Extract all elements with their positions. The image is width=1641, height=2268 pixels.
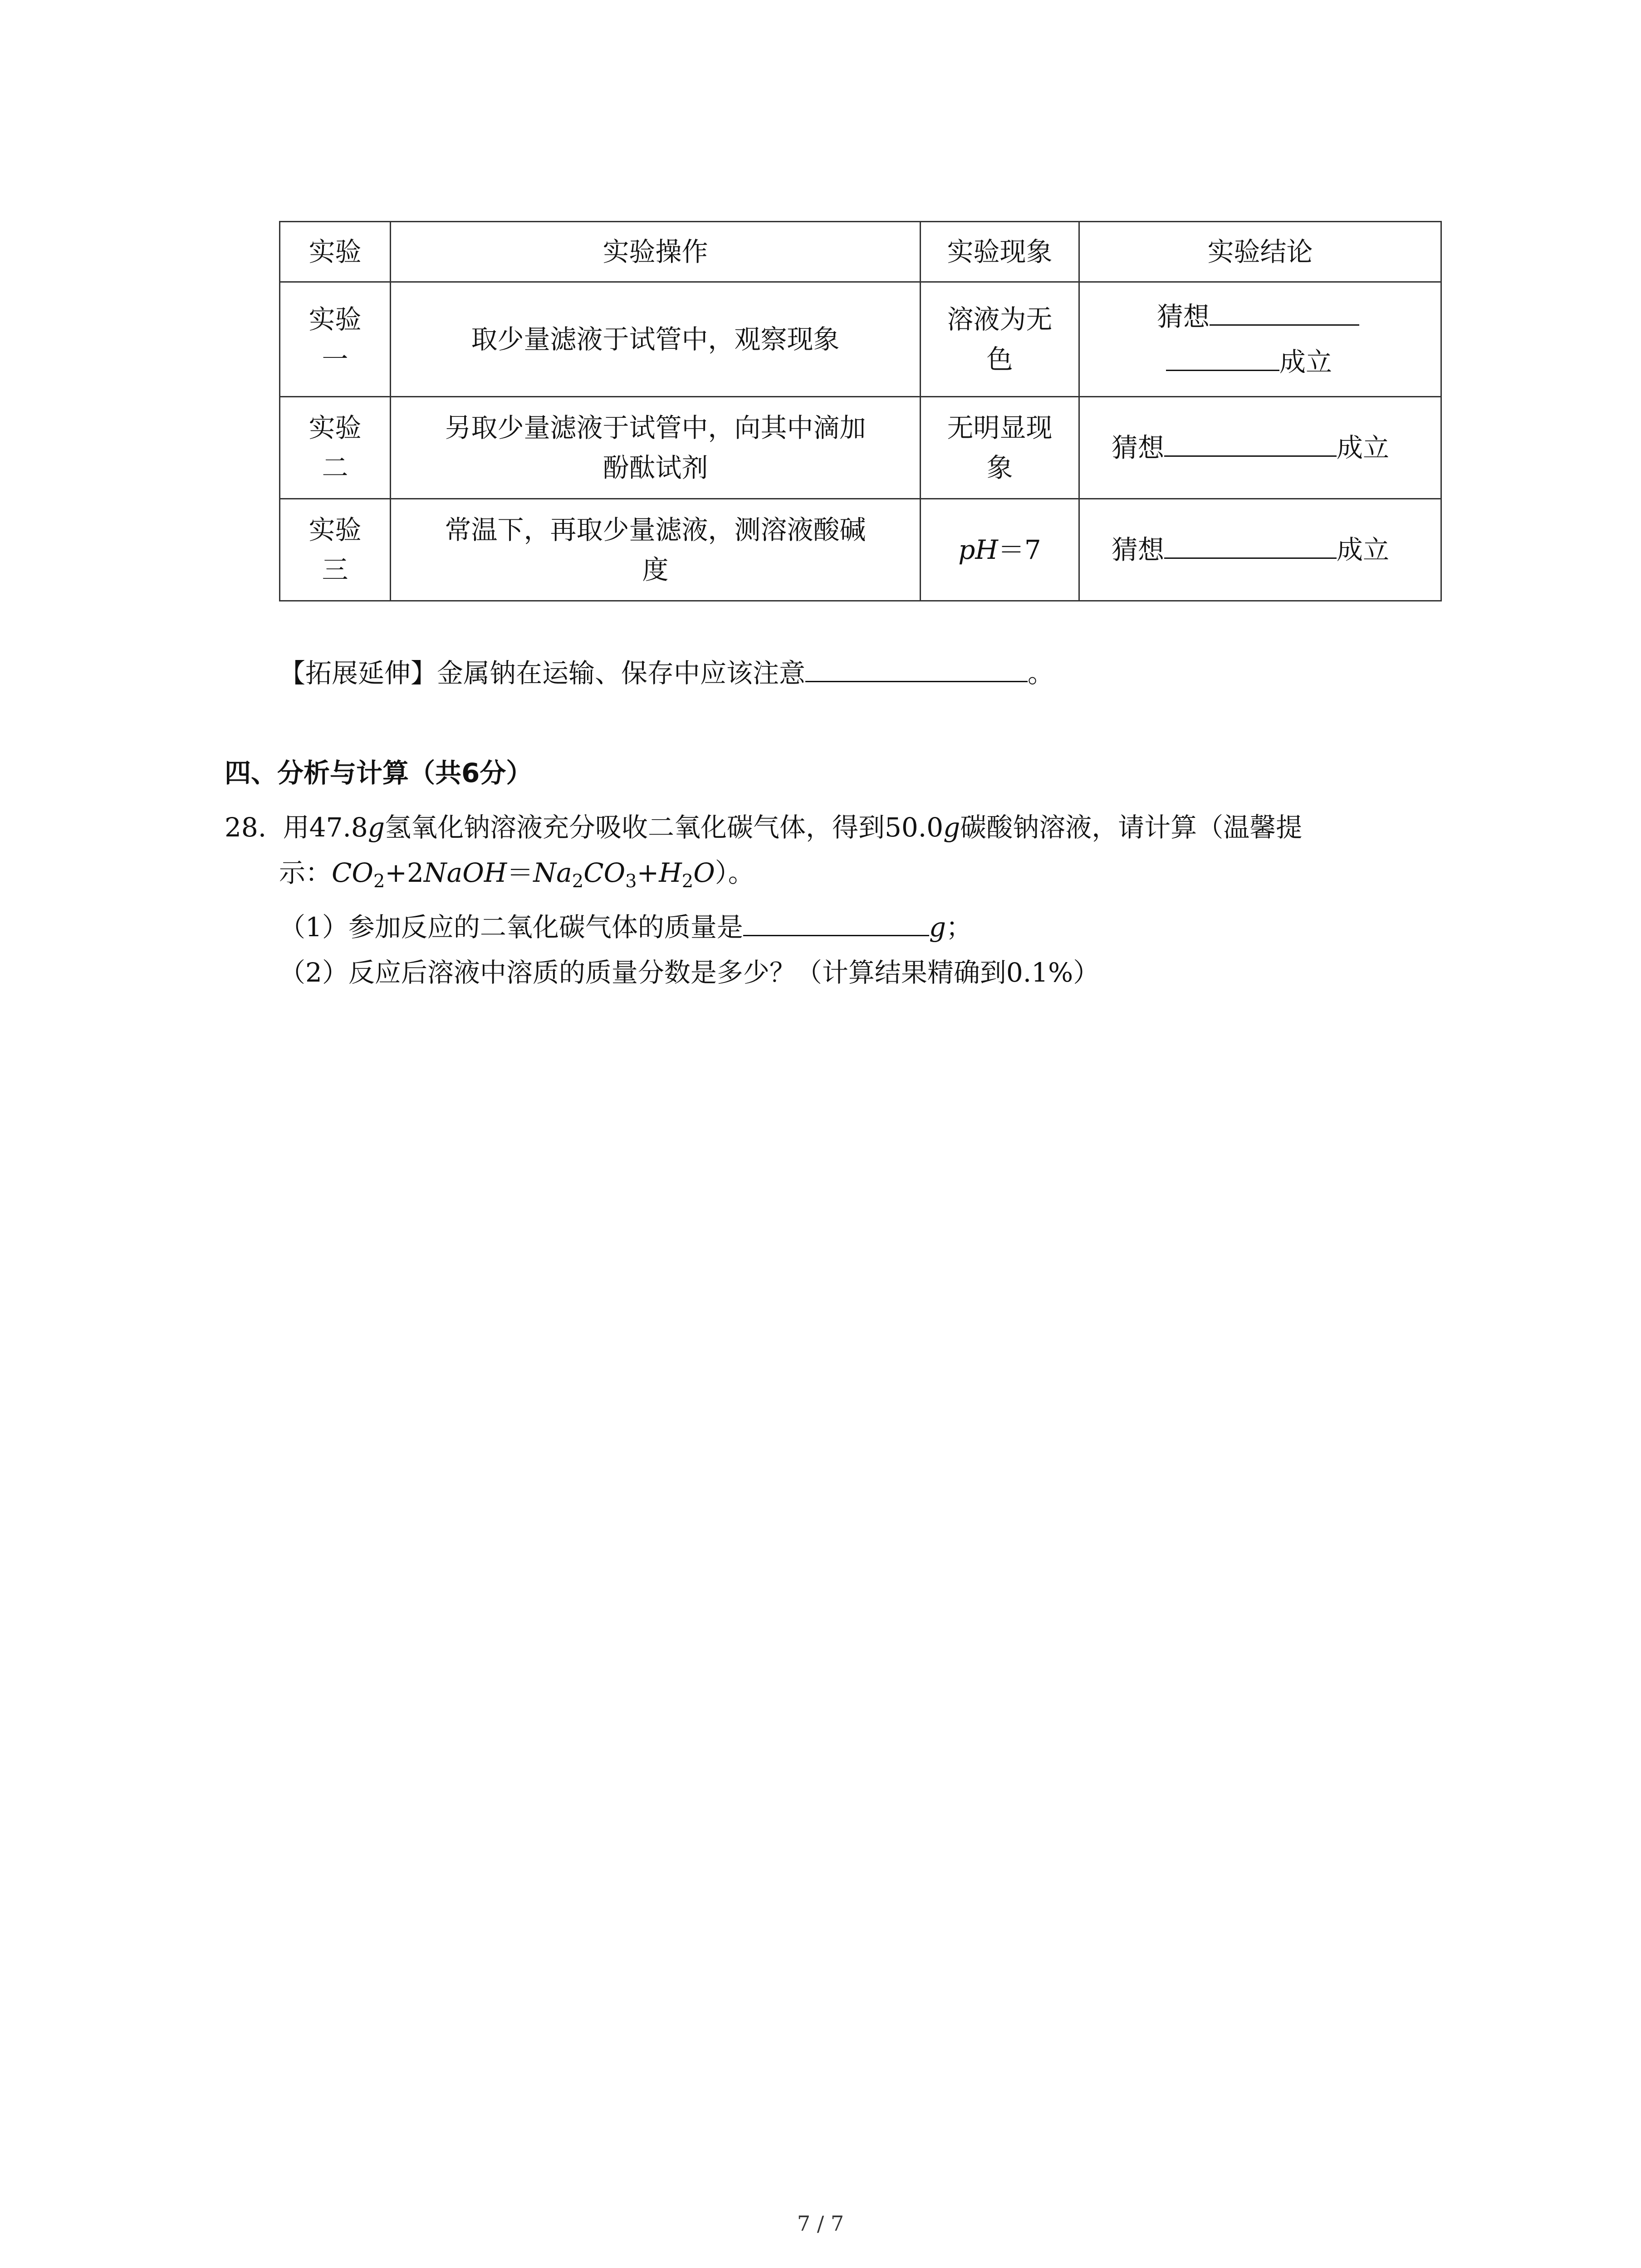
header-conclusion: 实验结论 (1079, 222, 1441, 282)
table-header-row (280, 222, 1441, 282)
answer-blank[interactable] (1210, 297, 1359, 326)
conclusion-cell: 猜想 成立 (1079, 282, 1441, 397)
table-row (280, 499, 1441, 601)
experiment-table (279, 221, 1442, 601)
answer-blank[interactable] (1166, 342, 1279, 371)
section-title: 四、分析与计算（共6分） (225, 758, 533, 788)
phenomenon-cell: 溶液为无 色 (921, 282, 1079, 397)
table-row (280, 282, 1441, 397)
page-number: 7 / 7 (797, 2211, 844, 2236)
phenomenon-cell: 无明显现 象 (921, 397, 1079, 499)
question-line-2: 示：$CO_2+2NaOH=Na_2CO_3+H_2O$）。 (279, 857, 754, 892)
answer-blank[interactable] (1164, 428, 1337, 457)
header-operation: 实验操作 (391, 222, 921, 282)
conclusion-cell: 猜想 成立 (1079, 397, 1441, 499)
experiment-name-cell: 实验 一 (280, 282, 391, 397)
experiment-name-cell: 实验 三 (280, 499, 391, 601)
sub-question-2: （2）反应后溶液中溶质的质量分数是多少？（计算结果精确到0.1%） (279, 957, 1100, 988)
conclusion-cell: 猜想 成立 (1079, 499, 1441, 601)
sub-question-1: （1）参加反应的二氧化碳气体的质量是 g； (279, 907, 972, 947)
header-phenomenon: 实验现象 (921, 222, 1079, 282)
operation-cell: 另取少量滤液于试管中，向其中滴加 酚酞试剂 (391, 397, 921, 499)
experiment-name-cell: 实验 二 (280, 397, 391, 499)
question-line-1: 28. 用47.8g氢氧化钠溶液充分吸收二氧化碳气体，得到50.0g碳酸钠溶液，请计算（温馨提 (225, 812, 1303, 843)
answer-blank[interactable] (1164, 530, 1337, 559)
header-experiment: 实验 (280, 222, 391, 282)
table-row (280, 397, 1441, 499)
operation-cell: 常温下，再取少量滤液，测溶液酸碱 度 (391, 499, 921, 601)
answer-blank[interactable] (743, 908, 929, 936)
operation-cell: 取少量滤液于试管中，观察现象 (391, 282, 921, 397)
extension-line: 【拓展延伸】金属钠在运输、保存中应该注意 。 (279, 653, 1054, 693)
answer-blank[interactable] (805, 654, 1028, 682)
phenomenon-cell: pH＝7 (921, 499, 1079, 601)
